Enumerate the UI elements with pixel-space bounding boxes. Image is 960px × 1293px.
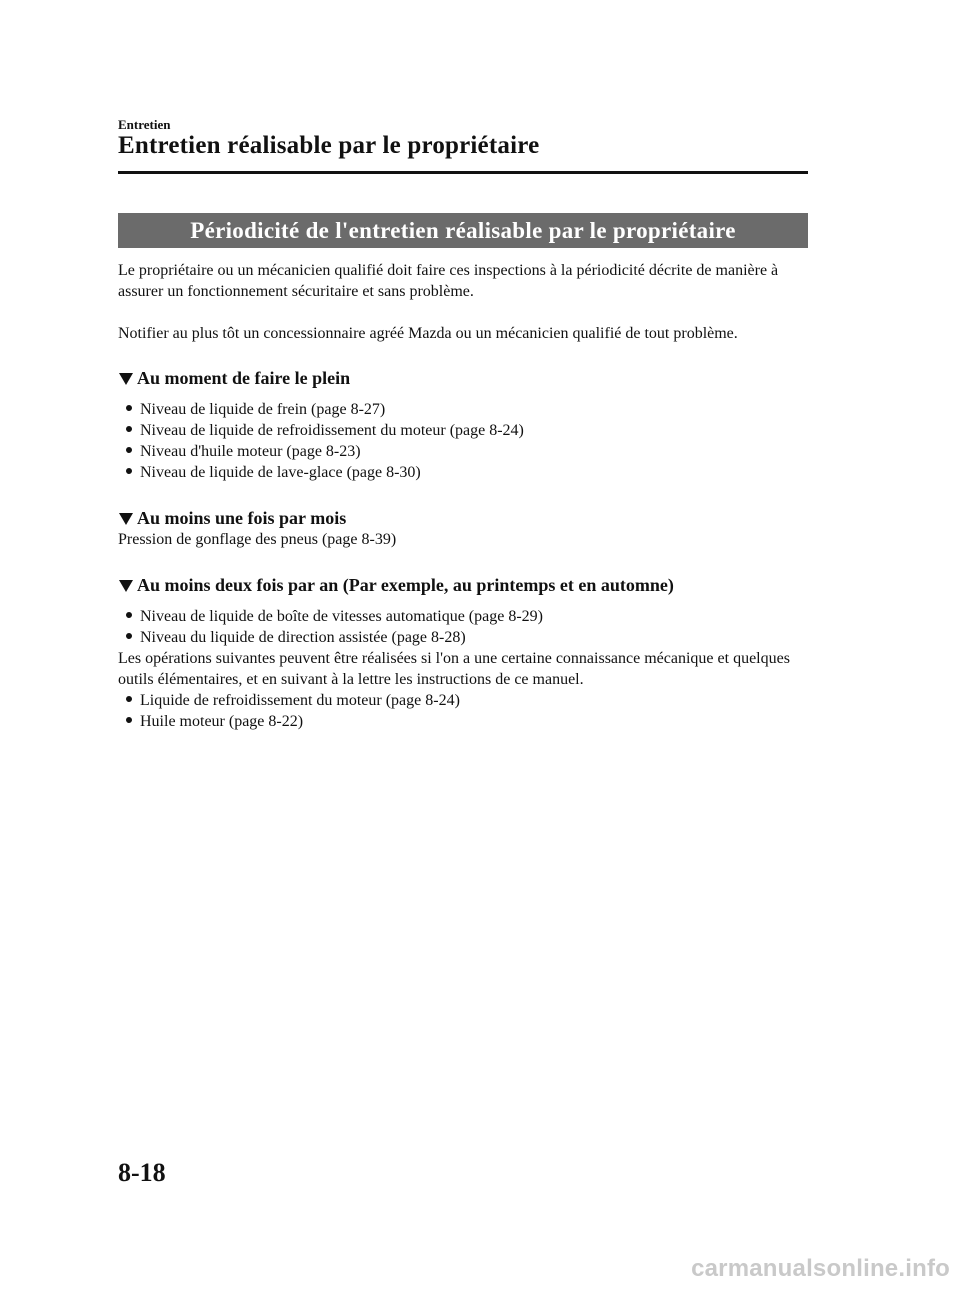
list-item [118,420,808,441]
list-item [118,399,808,420]
list-item-text: Huile moteur (page 8-22) [140,713,304,730]
triangle-down-icon [119,373,133,385]
bullet-icon [126,612,132,618]
list-item [118,711,808,732]
list-item [118,462,808,483]
list-item-text: Niveau d'huile moteur (page 8-23) [140,443,361,460]
subheading-label: Au moins une fois par mois [137,508,347,528]
bullet-icon [126,447,132,453]
content [118,260,808,732]
intro-paragraph: Le propriétaire ou un mécanicien qualifié doit faire ces inspections à la périodicité décrite de manière à assurer un fonctionnement sécuritaire et sans problème. [118,262,779,300]
page-number: 8-18 [118,1158,166,1187]
topic-banner [118,213,808,248]
list-item-text: Niveau de liquide de lave-glace (page 8-30) [140,464,421,481]
bullet-icon [126,696,132,702]
triangle-down-icon [119,513,133,525]
list-item [118,441,808,462]
list-item-text: Niveau de liquide de frein (page 8-27) [140,401,386,418]
list-item-text: Niveau de liquide de boîte de vitesses automatique (page 8-29) [140,608,543,625]
bullet-icon [126,426,132,432]
checklist-refuel [118,399,808,483]
site-watermark: carmanualsonline.info [691,1255,950,1282]
bullet-icon [126,405,132,411]
banner-title: Périodicité de l'entretien réalisable par le propriétaire [190,217,736,243]
list-item [118,627,808,648]
bullet-icon [126,717,132,723]
list-item-text: Niveau du liquide de direction assistée (page 8-28) [140,629,466,646]
list-item [118,690,808,711]
chapter-label: Entretien [118,117,171,132]
notice-paragraph: Notifier au plus tôt un concessionnaire agréé Mazda ou un mécanicien qualifié de tout problème. [118,325,738,342]
subheading-label: Au moins deux fois par an (Par exemple, au printemps et en automne) [137,575,674,595]
bullet-icon [126,468,132,474]
monthly-text: Pression de gonflage des pneus (page 8-39) [118,531,397,548]
triangle-down-icon [119,580,133,592]
list-item-text: Niveau de liquide de refroidissement du moteur (page 8-24) [140,422,524,439]
checklist-twice-yearly [118,606,808,648]
subheading-monthly [118,508,808,529]
subheading-label: Au moment de faire le plein [137,368,351,388]
header-rule [118,171,808,174]
bullet-icon [126,633,132,639]
subheading-twice-yearly [118,575,808,596]
list-item [118,606,808,627]
owner-ops-paragraph: Les opérations suivantes peuvent être réalisées si l'on a une certaine connaissance mécanique et quelques outils élémentaires, et en suivant à la lettre les instructions de ce manuel. [118,650,790,688]
section-title: Entretien réalisable par le propriétaire [118,132,540,159]
checklist-owner-ops [118,690,808,732]
subheading-refuel [118,368,808,389]
list-item-text: Liquide de refroidissement du moteur (page 8-24) [140,692,460,709]
